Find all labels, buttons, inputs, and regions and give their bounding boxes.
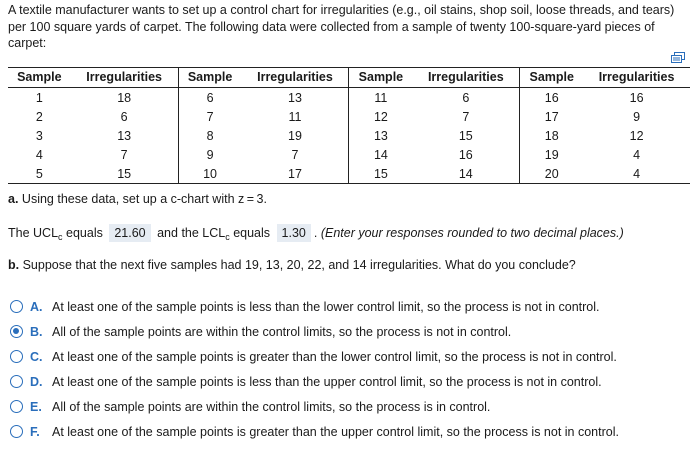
radio-unselected-icon[interactable] — [10, 400, 23, 413]
irregularities-cell: 7 — [120, 147, 128, 162]
lcl-label: and the LCL — [157, 226, 226, 240]
option-text: All of the sample points are within the control limits, so the process is not in control. — [52, 324, 512, 339]
radio-unselected-icon[interactable] — [10, 425, 23, 438]
option-text: At least one of the sample points is greater than the upper control limit, so the process is not in control. — [52, 424, 619, 439]
sample-cell: 1 — [35, 90, 43, 105]
sample-cell: 16 — [520, 88, 583, 108]
part-b-label: b. — [8, 258, 20, 272]
option-letter: C. — [30, 349, 43, 364]
irregularities-cell: 15 — [71, 164, 178, 184]
answer-options — [10, 294, 690, 444]
sample-cell: 13 — [349, 126, 412, 145]
equals-text: equals — [66, 226, 103, 240]
irregularities-cell: 7 — [291, 147, 299, 162]
column-header: Irregularities — [412, 68, 519, 88]
table-row — [8, 88, 690, 108]
part-b-prompt — [8, 258, 576, 272]
radio-unselected-icon[interactable] — [10, 350, 23, 363]
lcl-subscript: c — [225, 232, 230, 242]
sample-cell: 4 — [35, 147, 43, 162]
option-letter: B. — [30, 324, 43, 339]
sample-cell: 14 — [349, 145, 412, 164]
option-b[interactable] — [10, 319, 690, 344]
irregularities-cell: 19 — [288, 128, 302, 143]
column-header: Irregularities — [583, 68, 690, 88]
control-limits-answer: The $UCL_c$ equals 21.60 and the $LCL_c$ equals 1.30 . (Enter your responses rounded to two decimal places.) — [8, 226, 624, 242]
option-letter: F. — [30, 424, 40, 439]
option-text: All of the sample points are within the control limits, so the process is in control. — [52, 399, 491, 414]
column-header: Irregularities — [242, 68, 349, 88]
irregularities-cell: 6 — [120, 109, 128, 124]
ucl-answer-field[interactable]: 21.60 — [109, 224, 150, 242]
sample-cell: 6 — [178, 88, 241, 108]
column-header: Sample — [178, 68, 241, 88]
part-b-text: Suppose that the next five samples had 19, 13, 20, 22, and 14 irregularities. What do you conclude? — [22, 258, 576, 272]
irregularities-cell: 16 — [458, 147, 473, 162]
option-letter: E. — [30, 399, 42, 414]
option-a[interactable] — [10, 294, 690, 319]
radio-unselected-icon[interactable] — [10, 300, 23, 313]
irregularities-cell: 18 — [117, 90, 132, 105]
sample-cell: 9 — [178, 145, 241, 164]
sample-cell: 19 — [520, 145, 583, 164]
sample-cell: 17 — [520, 107, 583, 126]
option-text: At least one of the sample points is greater than the lower control limit, so the process is not in control. — [52, 349, 617, 364]
sample-cell: 20 — [520, 164, 583, 184]
sample-cell: 2 — [35, 109, 43, 124]
sample-cell: 15 — [349, 164, 412, 184]
irregularities-cell: 4 — [633, 147, 641, 162]
radio-unselected-icon[interactable] — [10, 375, 23, 388]
table-row — [8, 107, 690, 126]
column-header: Irregularities — [71, 68, 178, 88]
problem-intro: A textile manufacturer wants to set up a control chart for irregularities (e.g., oil stains, shop soil, loose threads, and tears) per 100 square yards of carpet. The following data were collected from a sample of twenty 100-square-yard pieces of carpet: — [8, 3, 675, 50]
table-row — [8, 145, 690, 164]
irregularities-cell: 11 — [288, 109, 302, 124]
ucl-subscript: c — [58, 232, 63, 242]
irregularities-cell: 12 — [629, 128, 644, 143]
radio-selected-icon[interactable] — [10, 325, 23, 338]
column-header: Sample — [520, 68, 583, 88]
ucl-label: The UCL — [8, 226, 59, 240]
sample-cell: 18 — [520, 126, 583, 145]
lcl-answer-field[interactable]: 1.30 — [277, 224, 311, 242]
sample-cell: 7 — [178, 107, 241, 126]
irregularities-cell: 16 — [629, 90, 644, 105]
irregularities-cell: 6 — [462, 90, 470, 105]
sample-cell: 5 — [8, 164, 71, 184]
irregularities-cell: 14 — [412, 164, 519, 184]
copy-data-icon[interactable] — [671, 52, 685, 64]
sample-cell: 10 — [178, 164, 241, 184]
option-e[interactable] — [10, 394, 690, 419]
irregularities-cell: 4 — [583, 164, 690, 184]
option-text: At least one of the sample points is less than the lower control limit, so the process is not in control. — [52, 299, 600, 314]
column-header: Sample — [8, 68, 71, 88]
table-row — [8, 164, 690, 184]
part-a-prompt — [8, 192, 267, 206]
irregularities-cell: 15 — [458, 128, 473, 143]
irregularities-cell: 7 — [462, 109, 470, 124]
irregularities-cell: 17 — [242, 164, 349, 184]
irregularities-cell: 13 — [288, 90, 302, 105]
irregularities-table — [8, 67, 690, 184]
option-f[interactable] — [10, 419, 690, 444]
equals-text: equals — [233, 226, 271, 240]
sample-cell: 3 — [35, 128, 43, 143]
option-text: At least one of the sample points is less than the upper control limit, so the process is not in control. — [52, 374, 602, 389]
sample-cell: 12 — [349, 107, 412, 126]
table-row — [8, 126, 690, 145]
column-header: Sample — [349, 68, 412, 88]
option-letter: D. — [30, 374, 43, 389]
part-a-label: a. — [8, 192, 19, 206]
table-header-row — [8, 68, 690, 88]
option-letter: A. — [30, 299, 43, 314]
irregularities-cell: 9 — [633, 109, 641, 124]
sample-cell: 8 — [178, 126, 241, 145]
option-c[interactable] — [10, 344, 690, 369]
sample-cell: 11 — [349, 88, 412, 108]
option-d[interactable] — [10, 369, 690, 394]
part-a-text: Using these data, set up a c-chart with z = 3. — [21, 192, 267, 206]
irregularities-cell: 13 — [117, 128, 132, 143]
rounding-note: (Enter your responses rounded to two decimal places.) — [320, 226, 624, 240]
